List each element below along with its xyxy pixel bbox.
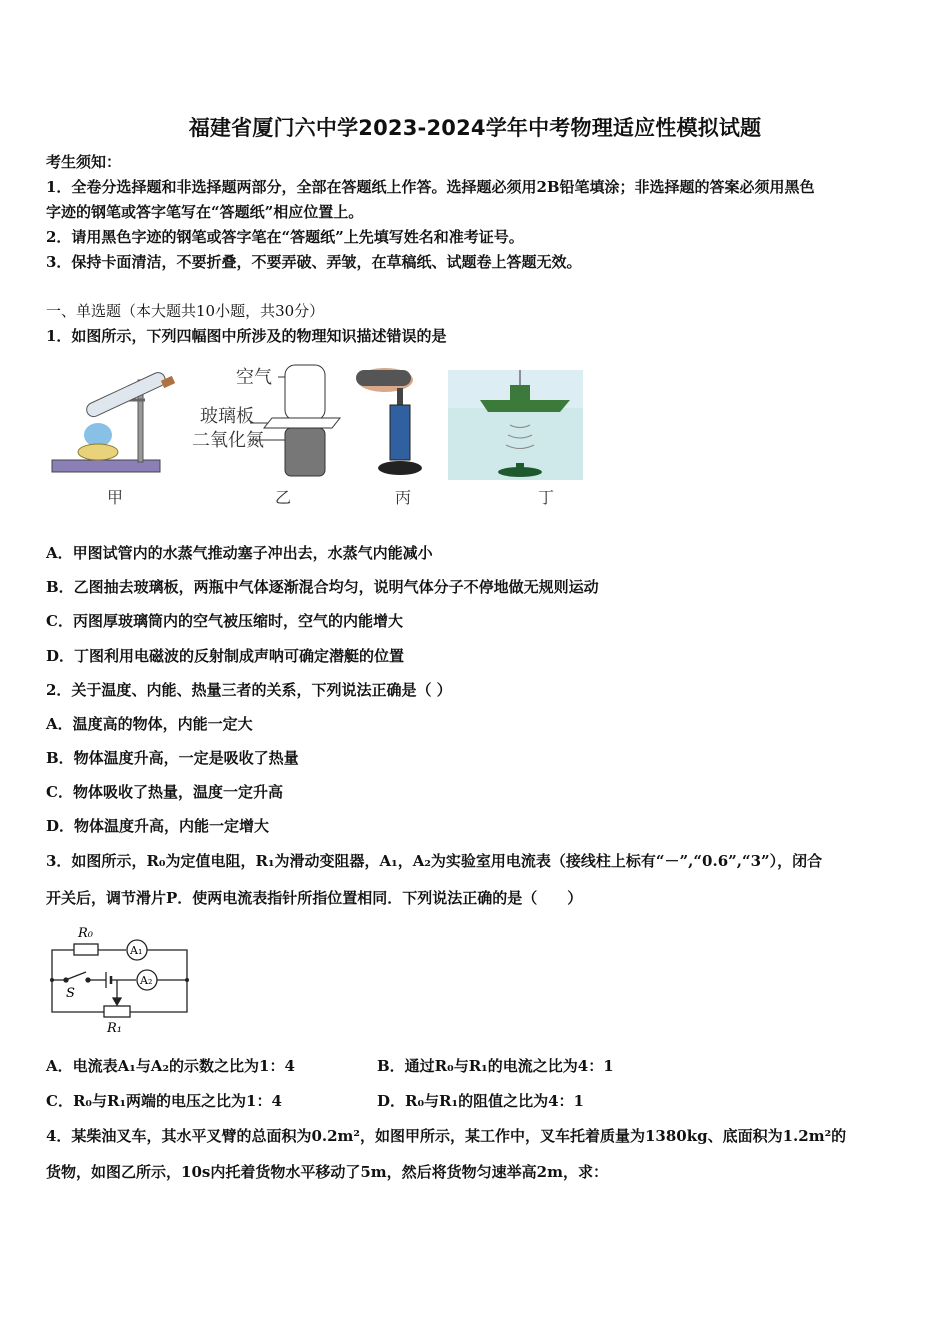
page-title: 福建省厦门六中学2023-2024学年中考物理适应性模拟试题 xyxy=(188,116,762,140)
question-4-stem-continued: 货物，如图乙所示，10s内托着货物水平移动了5m，然后将货物匀速举高2m，求： xyxy=(46,1163,608,1181)
q3-option-a: A．电流表A₁与A₂的示数之比为1：4 xyxy=(46,1057,295,1075)
label-glass-plate: 玻璃板 xyxy=(200,406,254,427)
gas-diffusion-bottles-figure xyxy=(192,365,340,476)
q1-option-b: B．乙图抽去玻璃板，两瓶中气体逐渐混合均匀，说明气体分子不停地做无规则运动 xyxy=(46,578,599,596)
label-air: 空气 xyxy=(236,367,272,388)
label-a1: A₁ xyxy=(130,944,143,957)
question-3-stem-continued: 开关后，调节滑片P．使两电流表指针所指位置相同．下列说法正确的是（ ） xyxy=(46,889,583,907)
q1-option-a: A．甲图试管内的水蒸气推动塞子冲出去，水蒸气内能减小 xyxy=(46,544,433,562)
notice-item: 2．请用黑色字迹的钢笔或答字笔在“答题纸”上先填写姓名和准考证号。 xyxy=(46,228,524,246)
label-s: S xyxy=(66,986,75,1001)
figure-label-yi: 乙 xyxy=(275,488,292,507)
q1-figure-set xyxy=(50,360,590,485)
q2-option-c: C．物体吸收了热量，温度一定升高 xyxy=(46,783,283,801)
question-3-stem: 3．如图所示，R₀为定值电阻，R₁为滑动变阻器，A₁，A₂为实验室用电流表（接线柱上标有“－”,“0.6”,“3”），闭合 xyxy=(46,852,823,870)
q1-option-d: D．丁图利用电磁波的反射制成声呐可确定潜艇的位置 xyxy=(46,647,405,665)
notice-item: 1．全卷分选择题和非选择题两部分，全部在答题纸上作答。选择题必须用2B铅笔填涂；非选择题的答案必须用黑色 xyxy=(46,178,815,196)
figure-label-bing: 丙 xyxy=(395,488,412,507)
q2-option-b: B．物体温度升高，一定是吸收了热量 xyxy=(46,749,299,767)
compression-cylinder-figure xyxy=(356,368,422,475)
figure-label-jia: 甲 xyxy=(107,488,124,507)
q1-option-c: C．丙图厚玻璃筒内的空气被压缩时，空气的内能增大 xyxy=(46,612,403,630)
label-r0: R₀ xyxy=(78,926,93,941)
figure-label-ding: 丁 xyxy=(538,488,555,507)
q2-option-d: D．物体温度升高，内能一定增大 xyxy=(46,817,270,835)
label-no2: 二氧化氮 xyxy=(192,430,264,451)
q3-option-c: C．R₀与R₁两端的电压之比为1：4 xyxy=(46,1092,282,1110)
q3-option-d: D．R₀与R₁的阻值之比为4：1 xyxy=(377,1092,584,1110)
label-r1: R₁ xyxy=(107,1021,122,1036)
question-2-stem: 2．关于温度、内能、热量三者的关系，下列说法正确是（ ） xyxy=(46,681,452,699)
question-4-stem: 4．某柴油叉车，其水平叉臂的总面积为0.2m²，如图甲所示，某工作中，叉车托着质量为1380kg、底面积为1.2m²的 xyxy=(46,1127,847,1145)
q3-option-b: B．通过R₀与R₁的电流之比为4：1 xyxy=(377,1057,614,1075)
q3-circuit-diagram xyxy=(44,922,194,1037)
notice-item: 字迹的钢笔或答字笔写在“答题纸”相应位置上。 xyxy=(46,203,364,221)
label-a2: A₂ xyxy=(140,974,153,987)
notice-item: 3．保持卡面清洁，不要折叠，不要弄破、弄皱，在草稿纸、试题卷上答题无效。 xyxy=(46,253,582,271)
section-heading: 一、单选题（本大题共10小题，共30分） xyxy=(46,302,325,320)
ship-submarine-sonar-figure xyxy=(448,370,583,480)
alcohol-lamp-test-tube-figure xyxy=(52,370,175,472)
q2-option-a: A．温度高的物体，内能一定大 xyxy=(46,715,253,733)
notice-heading: 考生须知： xyxy=(46,153,122,171)
question-1-stem: 1．如图所示，下列四幅图中所涉及的物理知识描述错误的是 xyxy=(46,327,447,345)
